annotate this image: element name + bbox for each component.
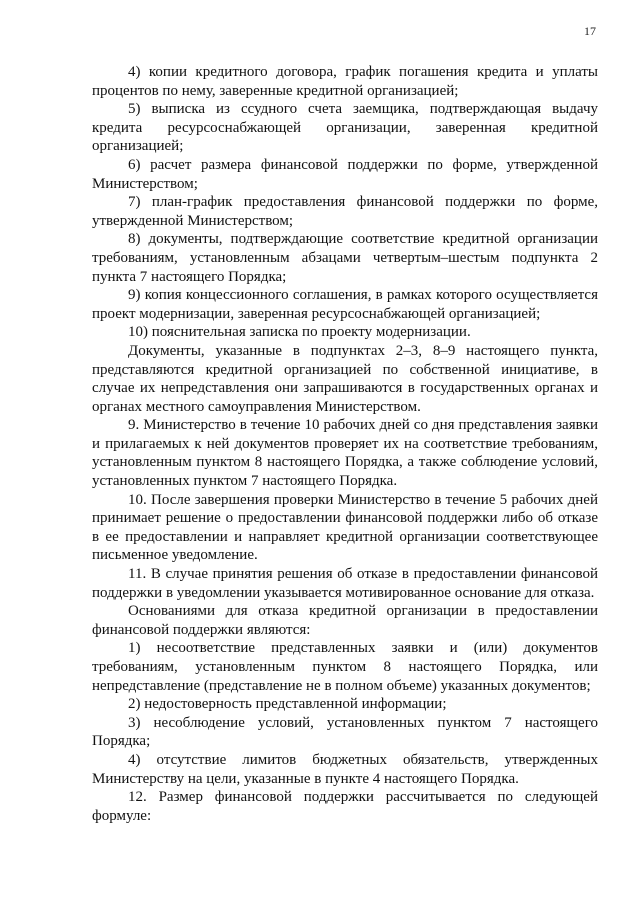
paragraph-clause-9: 9. Министерство в течение 10 рабочих дней со дня представления заявки и прилагаемых к ней документов проверяет их на соответствие требованиям, установленным пунктом 8 настоящего Порядка, а также соблюдение условий, установленных пунктом 7 настоящего Порядка.: [92, 417, 598, 490]
paragraph-item-10-explanatory-note: 10) пояснительная записка по проекту модернизации.: [128, 324, 471, 341]
paragraph-item-5-loan-account-statement: 5) выписка из ссудного счета заемщика, подтверждающая выдачу кредита ресурсоснабжающей организации, заверенная кредитной организацией;: [92, 101, 598, 155]
paragraph-item-9-concession-agreement: 9) копия концессионного соглашения, в рамках которого осуществляется проект модернизации, заверенная ресурсоснабжающей организацией;: [92, 287, 598, 322]
paragraph-clause-12: 12. Размер финансовой поддержки рассчитывается по следующей формуле:: [92, 789, 598, 824]
paragraph-item-7-schedule: 7) план-график предоставления финансовой поддержки по форме, утвержденной Министерством;: [92, 194, 598, 229]
page-number: 17: [584, 24, 596, 38]
paragraph-refusal-ground-4: 4) отсутствие лимитов бюджетных обязательств, утвержденных Министерству на цели, указанные в пункте 4 настоящего Порядка.: [92, 751, 598, 787]
paragraph-clause-10: 10. После завершения проверки Министерство в течение 5 рабочих дней принимает решение о предоставлении финансовой поддержки либо об отказе в ее предоставлении и направляет кредитной организации соответствующее письменное уведомление.: [92, 491, 598, 564]
paragraph-refusal-grounds: Основаниями для отказа кредитной организации в предоставлении финансовой поддержки являются:: [92, 603, 598, 638]
paragraph-clause-11: 11. В случае принятия решения об отказе в предоставлении финансовой поддержки в уведомлении указывается мотивированное основание для отказа.: [92, 566, 598, 601]
paragraph-item-8-compliance-documents: 8) документы, подтверждающие соответствие кредитной организации требованиям, установленным абзацами четвертым–шестым подпункта 2 пункта 7 настоящего Порядка;: [92, 231, 598, 285]
paragraph-item-6-support-calculation: 6) расчет размера финансовой поддержки по форме, утвержденной Министерством;: [92, 156, 598, 192]
paragraph-item-4-loan-agreement: 4) копии кредитного договора, график погашения кредита и уплаты процентов по нему, заверенные кредитной организацией;: [92, 64, 598, 99]
paragraph-refusal-ground-2: 2) недостоверность представленной информации;: [128, 696, 447, 713]
paragraph-refusal-ground-1: 1) несоответствие представленных заявки и (или) документов требованиям, установленным пунктом 8 настоящего Порядка, или непредставление (представление не в полном объеме) указанных документов;: [92, 640, 598, 694]
paragraph-refusal-ground-3: 3) несоблюдение условий, установленных пунктом 7 настоящего Порядка;: [92, 714, 598, 750]
document-body: [92, 63, 598, 825]
paragraph-documents-submission: Документы, указанные в подпунктах 2–3, 8–9 настоящего пункта, представляются кредитной организацией по собственной инициативе, в случае их непредставления они запрашиваются в государственных органах и органах местного самоуправления Министерством.: [92, 342, 598, 415]
